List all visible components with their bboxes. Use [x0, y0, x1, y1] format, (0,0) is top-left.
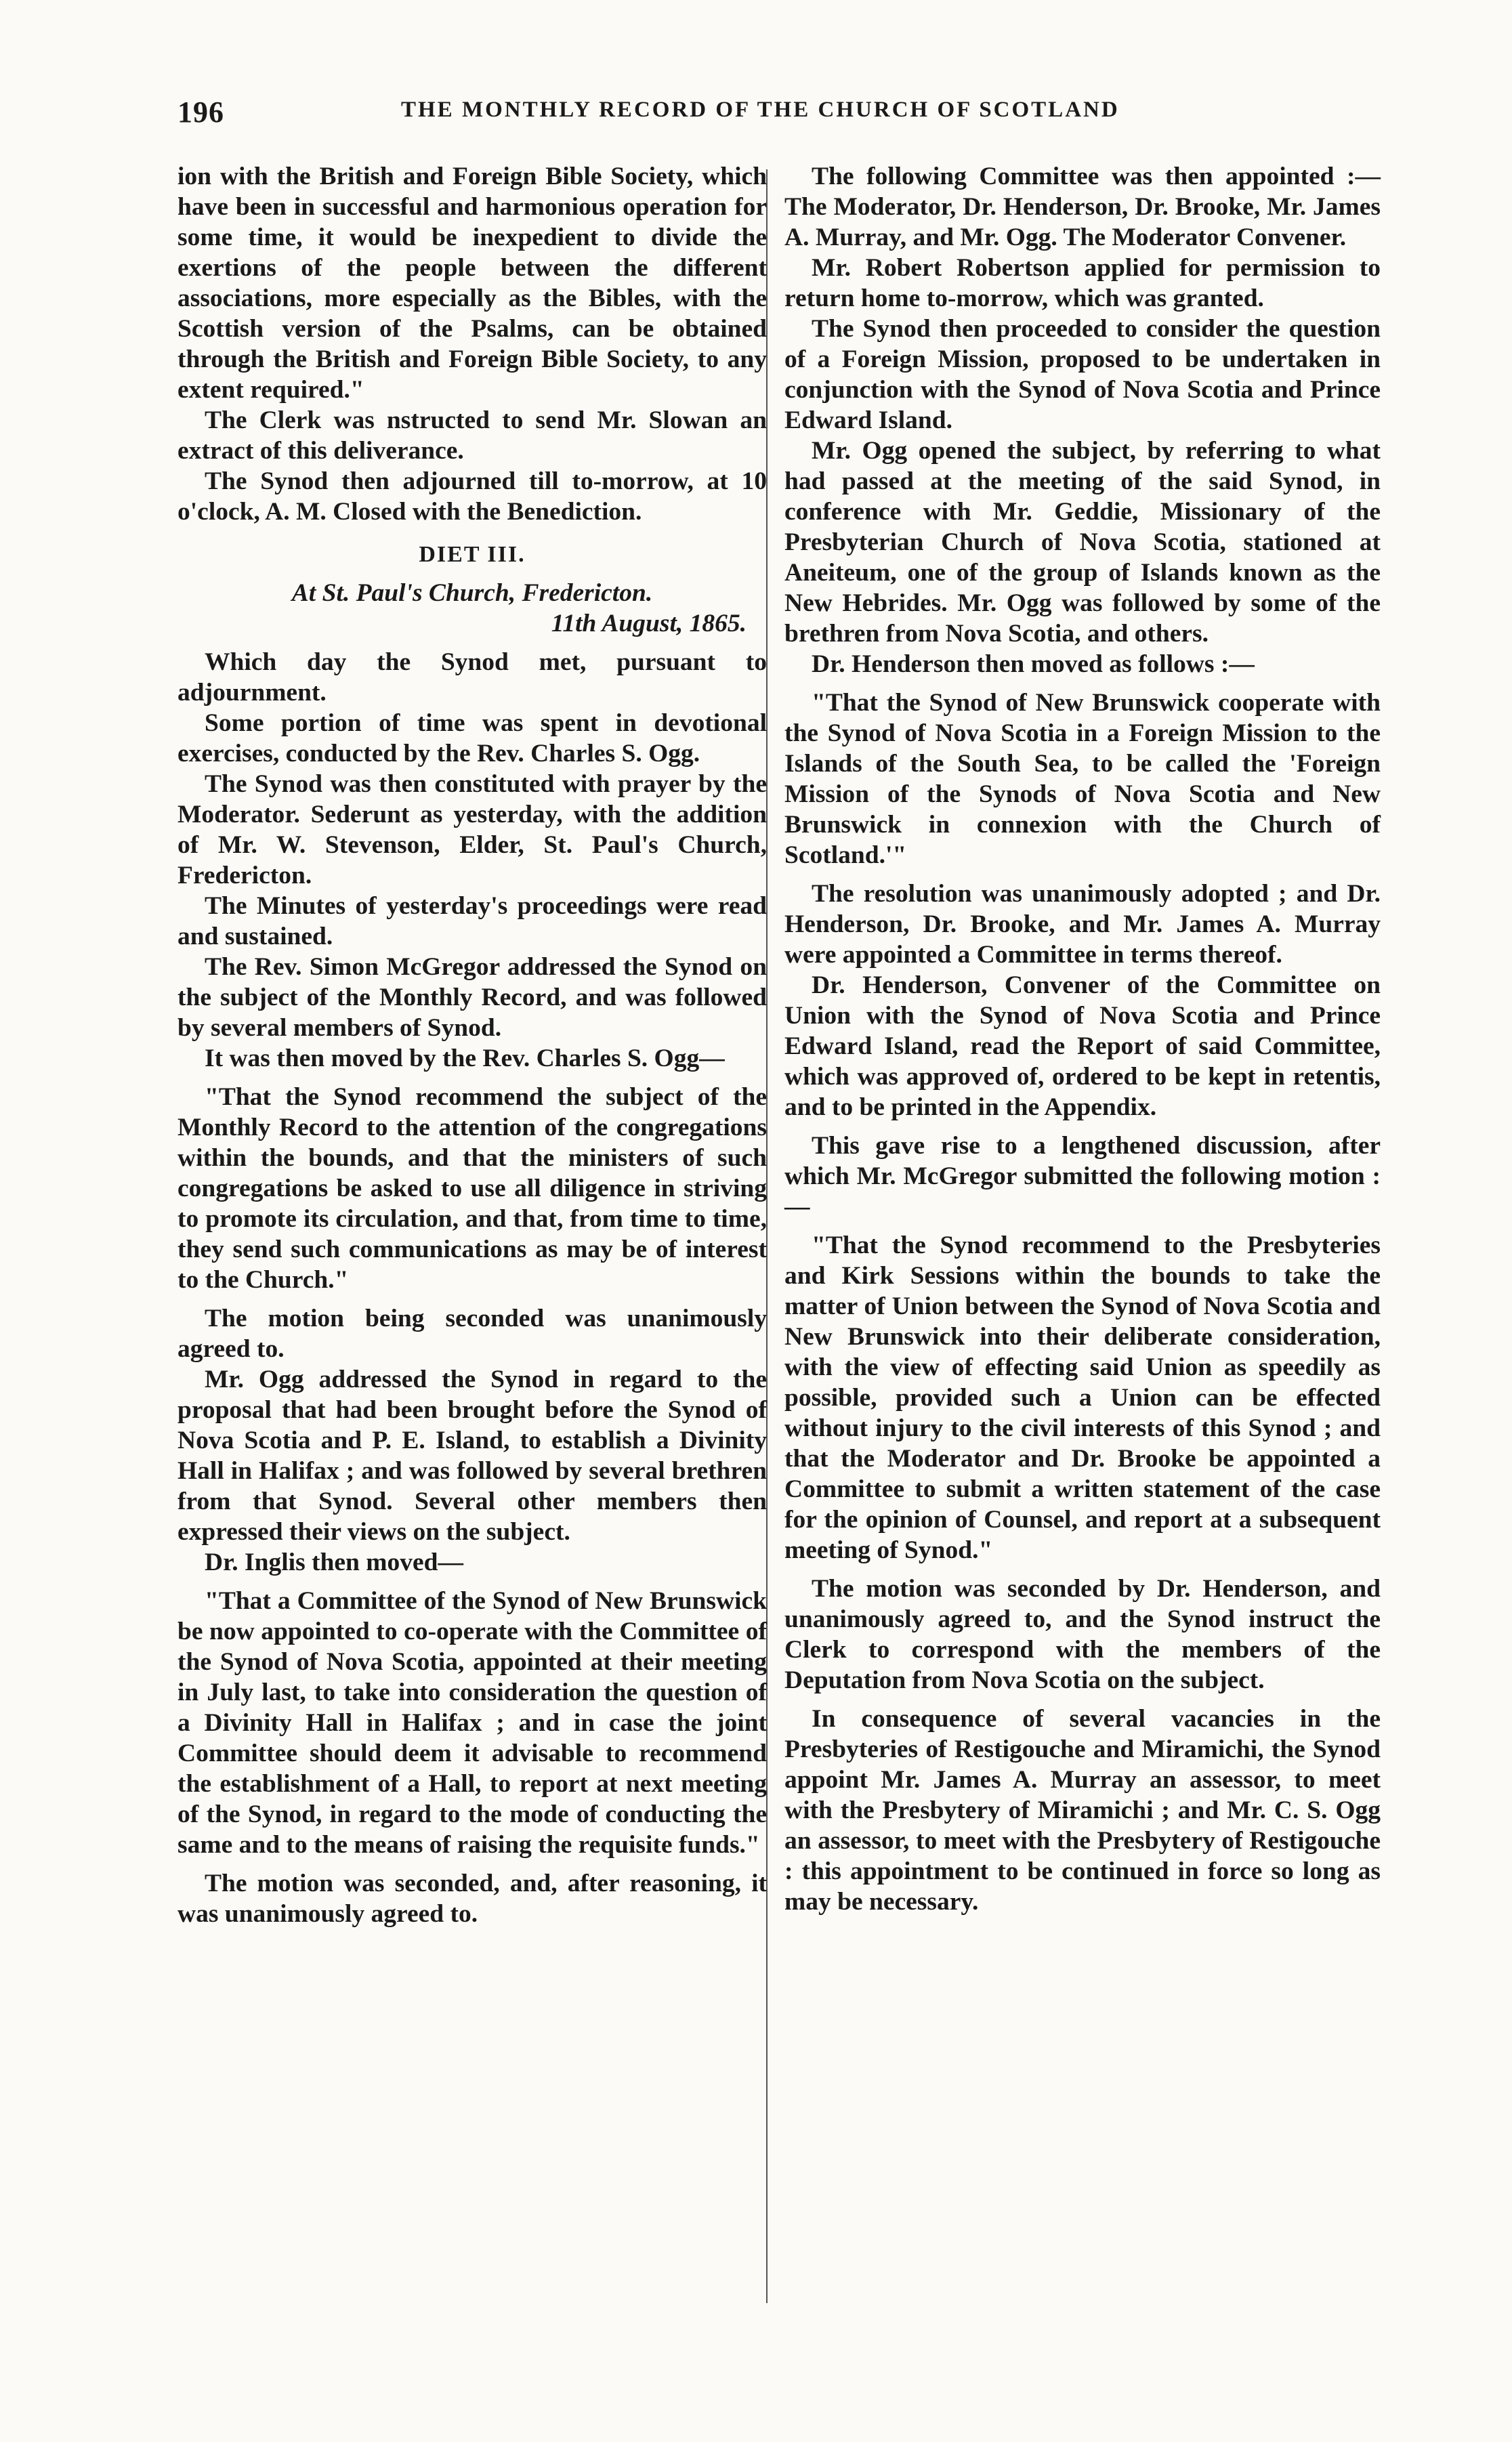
meeting-place: At St. Paul's Church, Fredericton.: [291, 579, 653, 607]
quoted-motion: "That the Synod recommend to the Presbyteries and Kirk Sessions within the bounds to take the matter of Union between the Synod of Nova Scotia and New Brunswick into their deliberate consideration, with the view of effecting said Union as speedily as possible, provided such a Union can be effected without injury to the civil interests of this Synod ; and that the Moderator and Dr. Brooke be appointed a Committee to submit a written statement of the case for the opinion of Counsel, and report at a subsequent meeting of Synod.": [784, 1231, 1381, 1564]
paragraph: The resolution was unanimously adopted ; and Dr. Henderson, Dr. Brooke, and Mr. James A. Murray were appointed a Committee in terms thereof.: [784, 880, 1381, 969]
paragraph: Dr. Henderson then moved as follows :—: [812, 650, 1255, 678]
page-number: 196: [177, 96, 224, 129]
paragraph: The Synod then proceeded to consider the question of a Foreign Mission, proposed to be undertaken in conjunction with the Synod of Nova Scotia and Prince Edward Island.: [784, 315, 1381, 434]
running-title: THE MONTHLY RECORD OF THE CHURCH OF SCOTLAND: [401, 98, 1120, 122]
paragraph: The following Committee was then appointed :—The Moderator, Dr. Henderson, Dr. Brooke, Mr. James A. Murray, and Mr. Ogg. The Moderator Convener.: [784, 163, 1381, 251]
quoted-motion: "That a Committee of the Synod of New Brunswick be now appointed to co-operate with the Committee of the Synod of Nova Scotia, appointed at their meeting in July last, to take into consideration the question of a Divinity Hall in Halifax ; and in case the joint Committee should deem it advisable to recommend the establishment of a Hall, to report at next meeting of the Synod, in regard to the mode of conducting the same and to the means of raising the requisite funds.": [177, 1587, 767, 1859]
paragraph: The Minutes of yesterday's proceedings were read and sustained.: [177, 892, 767, 950]
meeting-date: 11th August, 1865.: [551, 610, 747, 637]
paragraph: Dr. Henderson, Convener of the Committee on Union with the Synod of Nova Scotia and Prince Edward Island, read the Report of said Committee, which was approved of, ordered to be kept in retentis, and to be printed in the Appendix.: [784, 971, 1381, 1121]
paragraph: The motion being seconded was unanimously agreed to.: [177, 1305, 767, 1363]
section-heading: DIET III.: [419, 542, 526, 567]
paragraph: The Clerk was nstructed to send Mr. Slowan an extract of this deliverance.: [177, 406, 767, 465]
page-header: [177, 95, 1194, 135]
quoted-motion: "That the Synod of New Brunswick cooperate with the Synod of Nova Scotia in a Foreign Mission to the Islands of the South Sea, to be called the 'Foreign Mission of the Synods of Nova Scotia and New Brunswick in connexion with the Church of Scotland.'": [784, 689, 1381, 869]
quoted-motion: "That the Synod recommend the subject of the Monthly Record to the attention of the congregations within the bounds, and that the ministers of such congregations be asked to use all diligence in striving to promote its circulation, and that, from time to time, they send such communications as may be of interest to the Church.": [177, 1083, 767, 1294]
paragraph: Mr. Ogg opened the subject, by referring to what had passed at the meeting of the said Synod, in conference with Mr. Geddie, Missionary of the Presbyterian Church of Nova Scotia, stationed at Aneiteum, one of the group of Islands known as the New Hebrides. Mr. Ogg was followed by some of the brethren from Nova Scotia, and others.: [784, 437, 1381, 648]
left-column: [177, 161, 767, 1929]
paragraph: ion with the British and Foreign Bible Society, which have been in successful and harmonious operation for some time, it would be inexpedient to divide the exertions of the people between the different associations, more especially as the Bibles, with the Scottish version of the Psalms, can be obtained through the British and Foreign Bible Society, to any extent required.": [177, 163, 767, 404]
paragraph: Dr. Inglis then moved—: [205, 1549, 463, 1576]
paragraph: Some portion of time was spent in devotional exercises, conducted by the Rev. Charles S. Ogg.: [177, 709, 767, 767]
paragraph: This gave rise to a lengthened discussion, after which Mr. McGregor submitted the following motion :—: [784, 1132, 1381, 1221]
paragraph: Mr. Robert Robertson applied for permission to return home to-morrow, which was granted.: [784, 254, 1381, 312]
paragraph: The Synod then adjourned till to-morrow, at 10 o'clock, A. M. Closed with the Benediction.: [177, 467, 767, 526]
paragraph: The Rev. Simon McGregor addressed the Synod on the subject of the Monthly Record, and was followed by several members of Synod.: [177, 953, 767, 1042]
paragraph: Which day the Synod met, pursuant to adjournment.: [177, 648, 767, 707]
paragraph: The Synod was then constituted with prayer by the Moderator. Sederunt as yesterday, with the addition of Mr. W. Stevenson, Elder, St. Paul's Church, Fredericton.: [177, 770, 767, 889]
paragraph: In consequence of several vacancies in the Presbyteries of Restigouche and Miramichi, the Synod appoint Mr. James A. Murray an assessor, to meet with the Presbytery of Miramichi ; and Mr. C. S. Ogg an assessor, to meet with the Presbytery of Restigouche : this appointment to be continued in force so long as may be necessary.: [784, 1705, 1381, 1916]
paragraph: It was then moved by the Rev. Charles S. Ogg—: [205, 1045, 725, 1072]
paragraph: The motion was seconded by Dr. Henderson, and unanimously agreed to, and the Synod instruct the Clerk to correspond with the members of the Deputation from Nova Scotia on the subject.: [784, 1575, 1381, 1694]
paragraph: Mr. Ogg addressed the Synod in regard to the proposal that had been brought before the Synod of Nova Scotia and P. E. Island, to establish a Divinity Hall in Halifax ; and was followed by several brethren from that Synod. Several other members then expressed their views on the subject.: [177, 1366, 767, 1546]
right-column: [784, 161, 1381, 1917]
paragraph: The motion was seconded, and, after reasoning, it was unanimously agreed to.: [177, 1870, 767, 1928]
